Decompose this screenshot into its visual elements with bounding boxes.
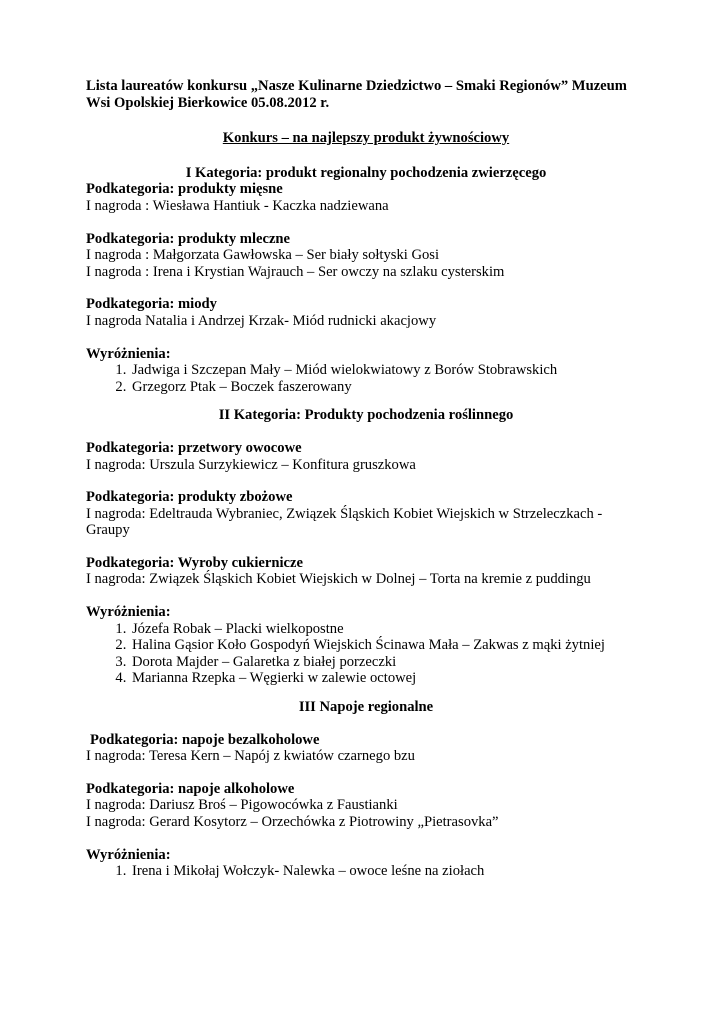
distinctions-list (86, 621, 646, 687)
subcategory-heading: Podkategoria: przetwory owocowe (86, 439, 302, 456)
list-item: 1. Jadwiga i Szczepan Mały – Miód wielokwiatowy z Borów Stobrawskich (130, 362, 646, 379)
award-line: I nagroda Natalia i Andrzej Krzak- Miód rudnicki akacjowy (86, 312, 437, 329)
subcategory-block (86, 732, 646, 765)
list-item: 1. Irena i Mikołaj Wołczyk- Nalewka – owoce leśne na ziołach (130, 863, 646, 880)
subcategory-block (86, 440, 646, 473)
distinctions-list (86, 362, 646, 395)
subcategory-block (86, 231, 646, 281)
category-heading: II Kategoria: Produkty pochodzenia roślinnego (218, 407, 514, 424)
subcategory-heading: Podkategoria: napoje bezalkoholowe (90, 731, 320, 748)
list-item: 1. Józefa Robak – Placki wielkopostne (130, 621, 646, 638)
distinctions-heading: Wyróżnienia: (86, 846, 171, 863)
subcategory-heading: Podkategoria: produkty mięsne (86, 181, 283, 198)
subcategory-block (86, 181, 646, 214)
award-line: I nagroda: Związek Śląskich Kobiet Wiejskich w Dolnej – Torta na kremie z puddingu (86, 571, 591, 588)
subcategory-block (86, 781, 646, 831)
list-item: 4. Marianna Rzepka – Węgierki w zalewie octowej (130, 670, 646, 687)
distinctions-list (86, 863, 646, 880)
document-title: Lista laureatów konkursu „Nasze Kulinarne Dziedzictwo – Smaki Regionów” Muzeum Wsi Opolskiej Bierkowice 05.08.2012 r. (86, 78, 627, 111)
award-line: I nagroda: Urszula Surzykiewicz – Konfitura gruszkowa (86, 456, 416, 473)
subcategory-block (86, 555, 646, 588)
distinctions-heading: Wyróżnienia: (86, 345, 171, 362)
distinctions-heading: Wyróżnienia: (86, 604, 171, 621)
subcategory-heading: Podkategoria: Wyroby cukiernicze (86, 554, 303, 571)
distinctions-block (86, 604, 646, 687)
subcategory-heading: Podkategoria: napoje alkoholowe (86, 780, 295, 797)
award-line: I nagroda: Dariusz Broś – Pigowocówka z Faustianki (86, 797, 398, 814)
subcategory-heading: Podkategoria: produkty zbożowe (86, 489, 293, 506)
subcategory-block (86, 489, 646, 539)
award-line: I nagroda : Irena i Krystian Wajrauch – Ser owczy na szlaku cysterskim (86, 263, 505, 280)
subcategory-heading: Podkategoria: miody (86, 296, 217, 313)
list-item: 3. Dorota Majder – Galaretka z białej porzeczki (130, 654, 646, 671)
award-line: I nagroda: Edeltrauda Wybraniec, Związek Śląskich Kobiet Wiejskich w Strzeleczkach - Graupy (86, 505, 603, 539)
distinctions-block (86, 346, 646, 396)
list-item: 2. Halina Gąsior Koło Gospodyń Wiejskich Ścinawa Mała – Zakwas z mąki żytniej (130, 637, 646, 654)
category-heading: III Napoje regionalne (298, 699, 434, 716)
list-item: 2. Grzegorz Ptak – Boczek faszerowany (130, 379, 646, 396)
award-line: I nagroda : Małgorzata Gawłowska – Ser biały sołtyski Gosi (86, 247, 440, 264)
subcategory-heading: Podkategoria: produkty mleczne (86, 230, 291, 247)
award-line: I nagroda: Gerard Kosytorz – Orzechówka z Piotrowiny „Pietrasovka” (86, 814, 499, 830)
document-body (86, 78, 646, 880)
subcategory-block (86, 296, 646, 329)
award-line: I nagroda : Wiesława Hantiuk - Kaczka nadziewana (86, 197, 389, 214)
category-heading: I Kategoria: produkt regionalny pochodzenia zwierzęcego (185, 164, 547, 181)
award-line: I nagroda: Teresa Kern – Napój z kwiatów czarnego bzu (86, 748, 415, 765)
contest-heading: Konkurs – na najlepszy produkt żywnościowy (222, 130, 510, 147)
distinctions-block (86, 847, 646, 880)
